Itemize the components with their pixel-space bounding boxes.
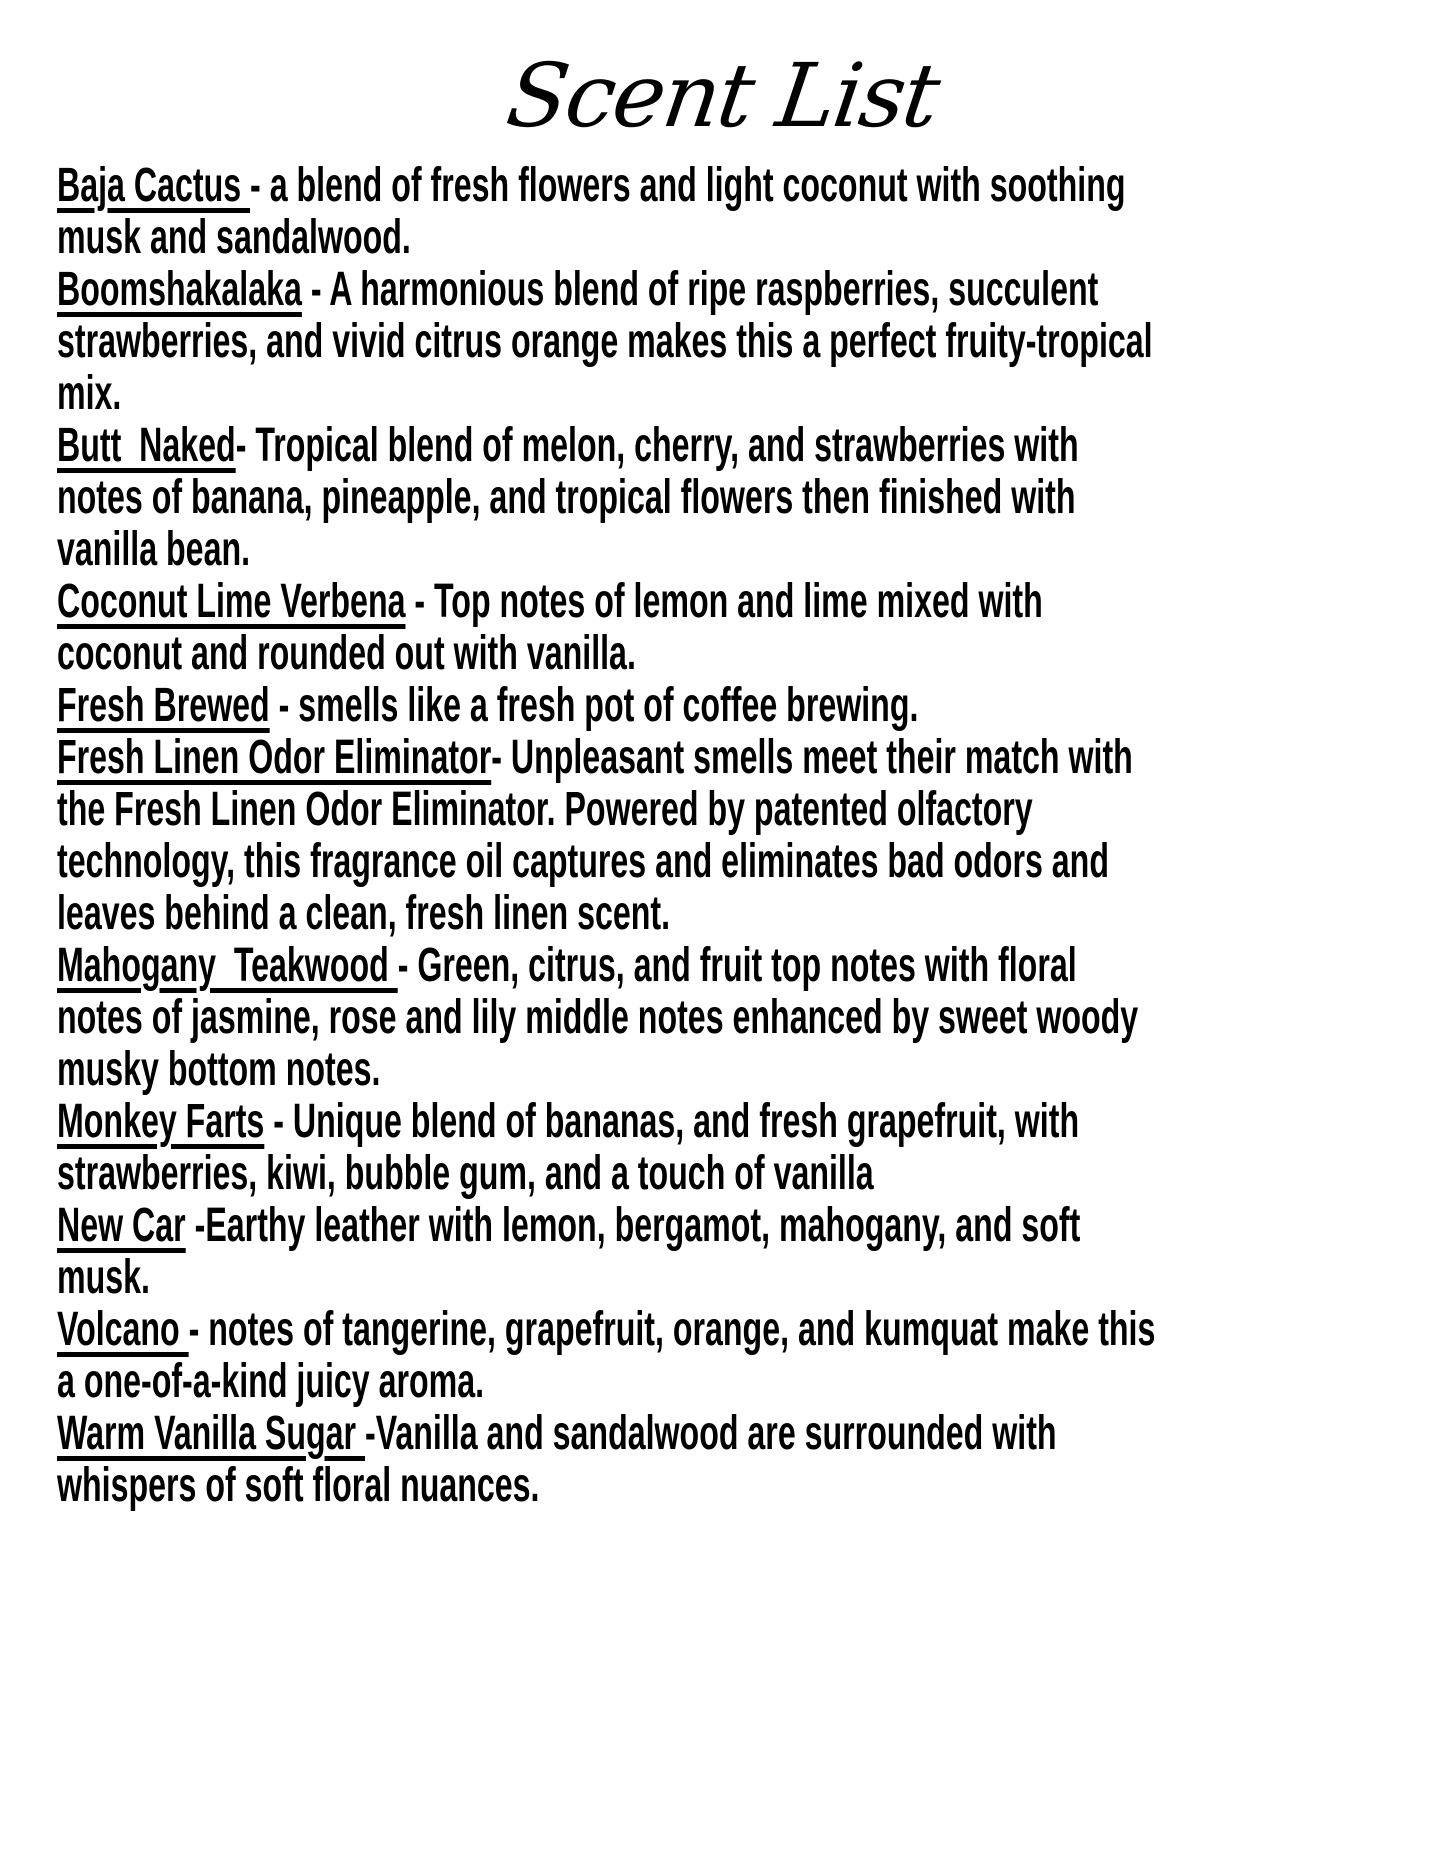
scent-entry [57,680,1157,732]
scent-description: - smells like a fresh pot of coffee brewing. [269,679,919,732]
scent-entry [57,1408,1157,1512]
scent-name: Volcano [57,1303,189,1356]
scent-entry [57,1303,1165,1408]
scent-entry [57,732,1157,940]
scent-description: - a blend of fresh flowers and light coconut with soothing musk and sandalwood. [57,159,1135,264]
scent-name: Mahogany Teakwood [57,939,398,992]
scent-entry [57,576,1157,680]
scent-name: Monkey Farts [57,1095,265,1148]
scent-name: Warm Vanilla Sugar [57,1407,366,1460]
scent-entry [57,263,1162,420]
scent-entry [57,420,1157,576]
page-title: Scent List [500,44,945,147]
scent-description: - Top notes of lemon and lime mixed with coconut and rounded out with vanilla. [57,575,1052,680]
scent-description: - A harmonious blend of ripe raspberries, succulent strawberries, and vivid citrus orange makes this a perfect fruity-tropical mix. [57,263,1162,420]
scent-entry [57,160,1157,264]
scent-description: -Vanilla and sandalwood are surrounded with whispers of soft floral nuances. [57,1407,1066,1512]
scent-list [57,159,1165,1512]
scent-description: -Earthy leather with lemon, bergamot, mahogany, and soft musk. [57,1199,1090,1304]
scent-entry [57,1096,1157,1200]
scent-description: - Unpleasant smells meet their match with the Fresh Linen Odor Eliminator. Powered by patented olfactory technology, this fragrance oil captures and eliminates bad odors and leaves behind a clean, fresh linen scent. [57,731,1142,940]
scent-name: Coconut Lime Verbena [57,575,406,628]
scent-description: - Unique blend of bananas, and fresh grapefruit, with strawberries, kiwi, bubble gum, and a touch of vanilla [57,1095,1089,1200]
scent-description: - Tropical blend of melon, cherry, and strawberries with notes of banana, pineapple, and tropical flowers then finished with vanilla bean. [57,419,1088,576]
scent-name: Boomshakalaka [57,263,302,316]
scent-entry [57,1200,1157,1304]
scent-entry [57,940,1157,1096]
scent-name: Baja Cactus [57,159,251,212]
scent-name: New Car [57,1199,186,1252]
scent-description: - notes of tangerine, grapefruit, orange, and kumquat make this a one-of-a-kind juicy aroma. [57,1303,1165,1408]
scent-description: - Green, citrus, and fruit top notes with floral notes of jasmine, rose and lily middle notes enhanced by sweet woody musky bottom notes. [57,939,1148,1096]
scent-name: Fresh Linen Odor Eliminator [57,731,492,784]
scent-name: Butt Naked [57,419,236,472]
scent-name: Fresh Brewed [57,679,270,732]
